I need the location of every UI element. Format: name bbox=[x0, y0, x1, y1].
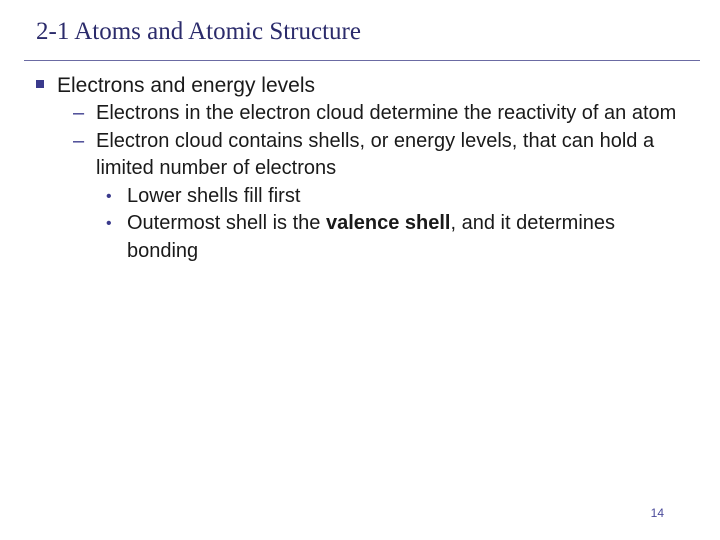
subsubbullet-text-before: Outermost shell is the bbox=[127, 212, 326, 234]
slide-title: 2-1 Atoms and Atomic Structure bbox=[36, 18, 361, 45]
valence-shell-term: valence shell bbox=[325, 212, 451, 234]
bullet-text: Electrons and energy levels bbox=[57, 74, 315, 97]
slide-body bbox=[36, 72, 686, 265]
subsubbullet-text: Lower shells fill first bbox=[127, 184, 301, 207]
subsubbullet-lower-shells bbox=[36, 183, 686, 211]
page-number: 14 bbox=[650, 506, 664, 520]
title-divider bbox=[24, 60, 700, 61]
subbullet-text: Electrons in the electron cloud determine the reactivity of an atom bbox=[96, 102, 677, 124]
subbullet-electron-cloud-shells bbox=[36, 128, 686, 183]
dash-bullet-icon: – bbox=[73, 102, 85, 124]
subbullet-text: Electron cloud contains shells, or energy levels, that can hold a limited number of electrons bbox=[96, 129, 655, 179]
subsubbullet-valence-shell bbox=[36, 210, 686, 265]
square-bullet-icon bbox=[36, 80, 44, 88]
dot-bullet-icon: • bbox=[106, 215, 112, 232]
bullet-electrons-energy-levels bbox=[36, 72, 686, 100]
subsubbullet-text-after: , and it determines bonding bbox=[127, 212, 616, 262]
subbullet-electron-cloud-reactivity bbox=[36, 100, 686, 128]
dash-bullet-icon: – bbox=[73, 129, 85, 152]
dot-bullet-icon: • bbox=[106, 187, 112, 205]
